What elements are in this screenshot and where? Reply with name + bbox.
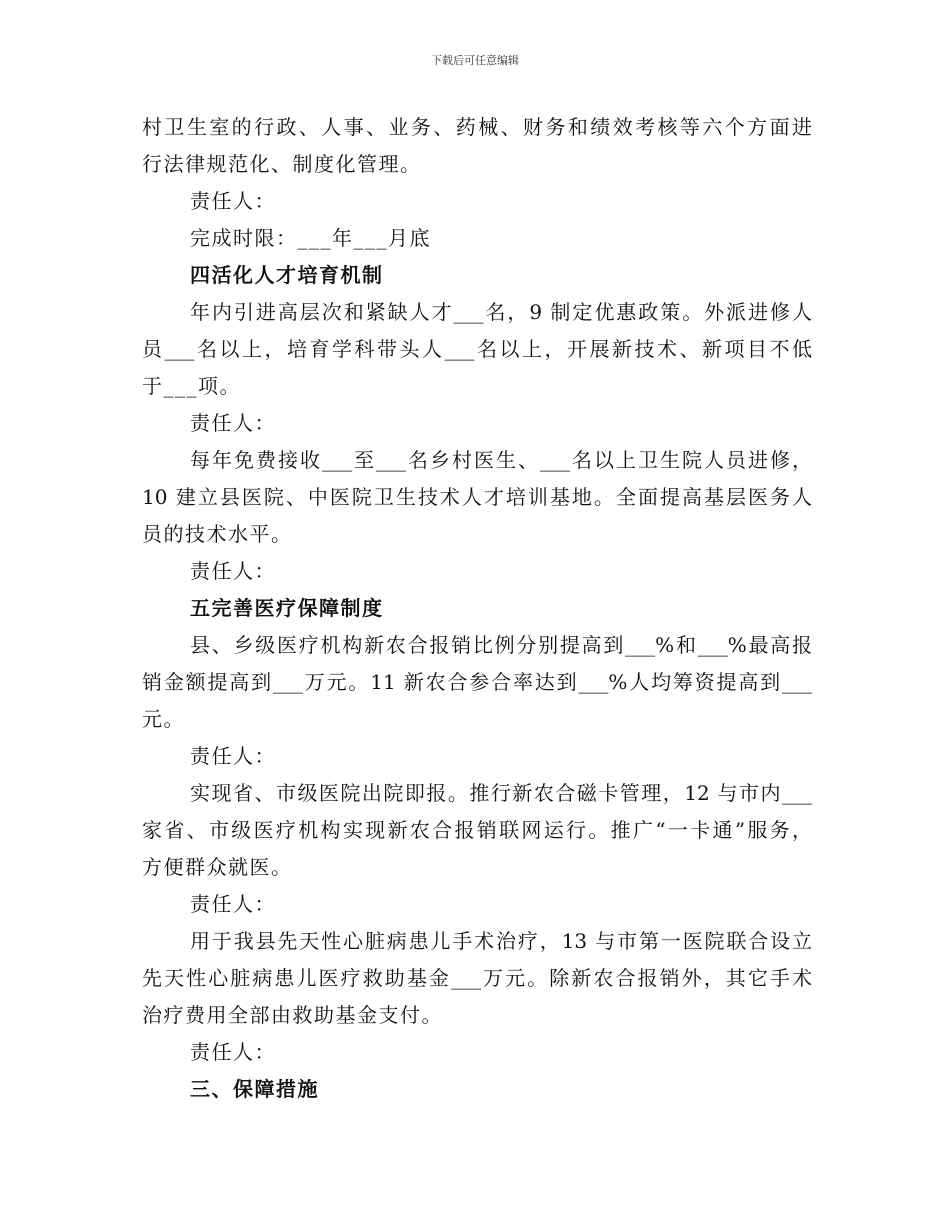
paragraph-line: 县、乡级医疗机构新农合报销比例分别提高到___%和___%最高报 <box>190 633 812 657</box>
responsible-person-label: 责任人： <box>190 411 276 435</box>
paragraph-line: 每年免费接收___至___名乡村医生、___名以上卫生院人员进修， <box>190 448 812 472</box>
paragraph-line: 家省、市级医疗机构实现新农合报销联网运行。推广“一卡通”服务， <box>142 818 812 842</box>
paragraph-line: 元。 <box>142 707 185 731</box>
paragraph-line: 于___项。 <box>142 374 241 398</box>
responsible-person-label: 责任人： <box>190 1040 276 1064</box>
section-heading: 五完善医疗保障制度 <box>190 596 384 620</box>
paragraph-line: 员的技术水平。 <box>142 522 293 546</box>
paragraph-line: 10 建立县医院、中医院卫生技术人才培训基地。全面提高基层医务人 <box>142 485 812 509</box>
responsible-person-label: 责任人： <box>190 559 276 583</box>
paragraph-line: 行法律规范化、制度化管理。 <box>142 152 422 176</box>
responsible-person-label: 责任人： <box>190 744 276 768</box>
paragraph-line: 员___名以上，培育学科带头人___名以上，开展新技术、新项目不低 <box>142 337 812 361</box>
paragraph-line: 年内引进高层次和紧缺人才___名，9 制定优惠政策。外派进修人 <box>190 300 812 324</box>
page-header-note: 下载后可任意编辑 <box>431 54 519 67</box>
document-body <box>142 109 812 1108</box>
paragraph-line: 治疗费用全部由救助基金支付。 <box>142 1003 443 1027</box>
paragraph-line: 实现省、市级医院出院即报。推行新农合磁卡管理，12 与市内___ <box>190 781 812 805</box>
paragraph-line: 先天性心脏病患儿医疗救助基金___万元。除新农合报销外，其它手术 <box>142 966 812 990</box>
section-heading: 四活化人才培育机制 <box>190 263 384 287</box>
paragraph-line: 村卫生室的行政、人事、业务、药械、财务和绩效考核等六个方面进 <box>142 115 812 139</box>
responsible-person-label: 责任人： <box>190 189 276 213</box>
deadline-line: 完成时限：___年___月底 <box>190 226 431 250</box>
responsible-person-label: 责任人： <box>190 892 276 916</box>
paragraph-line: 用于我县先天性心脏病患儿手术治疗，13 与市第一医院联合设立 <box>190 929 812 953</box>
paragraph-line: 方便群众就医。 <box>142 855 293 879</box>
paragraph-line: 销金额提高到___万元。11 新农合参合率达到___%人均筹资提高到___ <box>142 670 812 694</box>
section-heading: 三、保障措施 <box>190 1077 319 1101</box>
